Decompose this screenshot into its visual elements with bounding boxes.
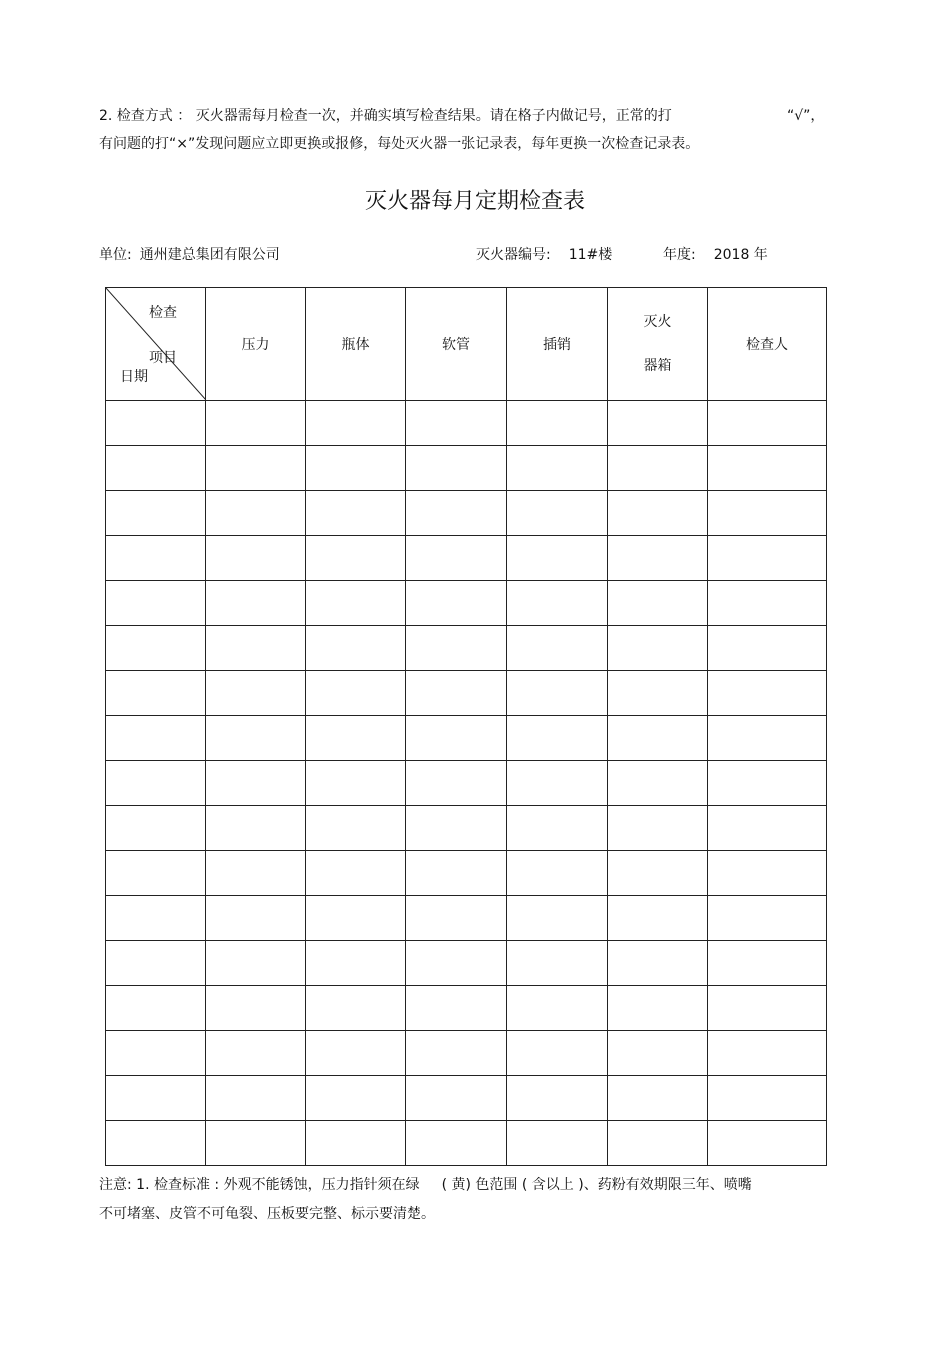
table-cell[interactable] xyxy=(608,1121,708,1166)
table-cell[interactable] xyxy=(306,761,406,806)
table-cell[interactable] xyxy=(406,851,507,896)
table-cell[interactable] xyxy=(206,446,306,491)
table-cell[interactable] xyxy=(306,491,406,536)
table-cell[interactable] xyxy=(608,896,708,941)
table-cell[interactable] xyxy=(708,491,827,536)
table-cell[interactable] xyxy=(206,626,306,671)
table-cell[interactable] xyxy=(306,1076,406,1121)
table-cell[interactable] xyxy=(507,446,608,491)
table-cell[interactable] xyxy=(708,671,827,716)
table-cell[interactable] xyxy=(106,491,206,536)
table-cell[interactable] xyxy=(306,1031,406,1076)
table-cell[interactable] xyxy=(708,626,827,671)
table-cell[interactable] xyxy=(406,1121,507,1166)
table-cell[interactable] xyxy=(106,671,206,716)
table-row xyxy=(106,581,827,626)
table-cell[interactable] xyxy=(206,1031,306,1076)
header-extinguisher-box xyxy=(608,288,708,401)
table-cell[interactable] xyxy=(306,806,406,851)
table-cell[interactable] xyxy=(306,941,406,986)
table-cell[interactable] xyxy=(206,581,306,626)
table-cell[interactable] xyxy=(608,986,708,1031)
table-cell[interactable] xyxy=(206,716,306,761)
table-cell[interactable] xyxy=(608,536,708,581)
table-cell[interactable] xyxy=(106,716,206,761)
table-row xyxy=(106,716,827,761)
extinguisher-number-label: 灭火器编号: xyxy=(476,247,551,263)
table-cell[interactable] xyxy=(406,716,507,761)
header-hose: 软管 xyxy=(406,288,507,401)
table-cell[interactable] xyxy=(507,491,608,536)
table-cell[interactable] xyxy=(206,1121,306,1166)
table-cell[interactable] xyxy=(206,986,306,1031)
table-cell[interactable] xyxy=(608,401,708,446)
table-cell[interactable] xyxy=(106,1121,206,1166)
table-cell[interactable] xyxy=(106,1031,206,1076)
table-cell[interactable] xyxy=(106,626,206,671)
table-cell[interactable] xyxy=(306,581,406,626)
table-row xyxy=(106,806,827,851)
table-cell[interactable] xyxy=(608,1076,708,1121)
table-cell[interactable] xyxy=(406,401,507,446)
inspection-table xyxy=(105,287,827,1166)
table-cell[interactable] xyxy=(708,1031,827,1076)
table-cell[interactable] xyxy=(708,941,827,986)
table-cell[interactable] xyxy=(507,851,608,896)
table-cell[interactable] xyxy=(708,896,827,941)
table-cell[interactable] xyxy=(306,626,406,671)
year-label: 年度: xyxy=(663,247,696,263)
table-cell[interactable] xyxy=(608,941,708,986)
table-cell[interactable] xyxy=(608,671,708,716)
table-cell[interactable] xyxy=(206,851,306,896)
table-cell[interactable] xyxy=(106,896,206,941)
table-cell[interactable] xyxy=(406,1076,507,1121)
table-cell[interactable] xyxy=(708,581,827,626)
note-line-2: 不可堵塞、皮管不可龟裂、压板要完整、标示要清楚。 xyxy=(99,1206,435,1222)
table-cell[interactable] xyxy=(306,1121,406,1166)
table-cell[interactable] xyxy=(406,536,507,581)
table-row xyxy=(106,896,827,941)
table-cell[interactable] xyxy=(306,536,406,581)
header-box-line-2: 器箱 xyxy=(643,358,672,374)
corner-date: 日期 xyxy=(120,369,148,385)
table-cell[interactable] xyxy=(708,536,827,581)
table-cell[interactable] xyxy=(608,761,708,806)
table-cell[interactable] xyxy=(106,446,206,491)
table-cell[interactable] xyxy=(507,761,608,806)
table-cell[interactable] xyxy=(507,1076,608,1121)
table-cell[interactable] xyxy=(708,986,827,1031)
table-cell[interactable] xyxy=(206,401,306,446)
note-text-1a: 注意: 1. 检查标准 : 外观不能锈蚀，压力指针须在绿 xyxy=(99,1177,420,1193)
unit-value: 通州建总集团有限公司 xyxy=(139,247,280,263)
table-cell[interactable] xyxy=(507,986,608,1031)
table-cell[interactable] xyxy=(406,491,507,536)
corner-header-cell xyxy=(106,288,206,401)
header-inspector: 检查人 xyxy=(708,288,827,401)
table-cell[interactable] xyxy=(608,581,708,626)
table-cell[interactable] xyxy=(507,401,608,446)
table-cell[interactable] xyxy=(306,851,406,896)
table-row xyxy=(106,941,827,986)
table-header-row xyxy=(106,288,827,401)
table-cell[interactable] xyxy=(507,1121,608,1166)
corner-item-top: 检查 xyxy=(149,305,177,321)
table-cell[interactable] xyxy=(507,671,608,716)
table-cell[interactable] xyxy=(206,671,306,716)
table-row xyxy=(106,671,827,716)
table-cell[interactable] xyxy=(406,581,507,626)
header-box-line-1: 灭火 xyxy=(643,314,672,330)
table-cell[interactable] xyxy=(106,806,206,851)
table-cell[interactable] xyxy=(406,1031,507,1076)
extinguisher-number-value: 11#楼 xyxy=(568,247,613,263)
year-field xyxy=(663,244,768,264)
table-cell[interactable] xyxy=(106,401,206,446)
table-cell[interactable] xyxy=(708,851,827,896)
extinguisher-number-field xyxy=(476,244,612,264)
table-cell[interactable] xyxy=(406,986,507,1031)
table-cell[interactable] xyxy=(406,626,507,671)
table-cell[interactable] xyxy=(206,1076,306,1121)
table-cell[interactable] xyxy=(507,581,608,626)
table-cell[interactable] xyxy=(708,1121,827,1166)
table-cell[interactable] xyxy=(608,626,708,671)
table-cell[interactable] xyxy=(507,806,608,851)
table-cell[interactable] xyxy=(507,626,608,671)
tick-mark-text: “√”， xyxy=(787,108,825,124)
table-cell[interactable] xyxy=(406,671,507,716)
table-cell[interactable] xyxy=(306,716,406,761)
instruction-line-2: 有问题的打“×”发现问题应立即更换或报修，每处灭火器一张记录表，每年更换一次检查记录表。 xyxy=(99,136,700,152)
table-row xyxy=(106,986,827,1031)
table-cell[interactable] xyxy=(608,446,708,491)
table-cell[interactable] xyxy=(206,806,306,851)
header-pin: 插销 xyxy=(507,288,608,401)
header-cylinder: 瓶体 xyxy=(306,288,406,401)
note-line-1 xyxy=(99,1175,752,1195)
table-cell[interactable] xyxy=(708,446,827,491)
table-cell[interactable] xyxy=(306,671,406,716)
table-cell[interactable] xyxy=(507,896,608,941)
table-cell[interactable] xyxy=(708,761,827,806)
table-cell[interactable] xyxy=(106,941,206,986)
table-cell[interactable] xyxy=(507,536,608,581)
table-row xyxy=(106,761,827,806)
table-cell[interactable] xyxy=(608,1031,708,1076)
table-cell[interactable] xyxy=(708,716,827,761)
table-row xyxy=(106,626,827,671)
table-cell[interactable] xyxy=(206,761,306,806)
table-row xyxy=(106,1076,827,1121)
page-title: 灭火器每月定期检查表 xyxy=(364,189,585,214)
table-cell[interactable] xyxy=(406,446,507,491)
unit-label: 单位: xyxy=(99,247,132,263)
table-cell[interactable] xyxy=(406,806,507,851)
table-cell[interactable] xyxy=(306,896,406,941)
corner-item-bottom: 项目 xyxy=(149,350,177,366)
table-cell[interactable] xyxy=(306,446,406,491)
table-cell[interactable] xyxy=(106,851,206,896)
table-row xyxy=(106,536,827,581)
table-cell[interactable] xyxy=(406,941,507,986)
table-cell[interactable] xyxy=(106,1076,206,1121)
table-cell[interactable] xyxy=(206,536,306,581)
table-cell[interactable] xyxy=(106,536,206,581)
table-cell[interactable] xyxy=(206,491,306,536)
table-row xyxy=(106,446,827,491)
table-cell[interactable] xyxy=(708,806,827,851)
table-cell[interactable] xyxy=(206,941,306,986)
table-cell[interactable] xyxy=(206,896,306,941)
table-cell[interactable] xyxy=(507,716,608,761)
table-cell[interactable] xyxy=(406,896,507,941)
unit-field xyxy=(99,244,280,264)
table-cell[interactable] xyxy=(708,401,827,446)
table-cell[interactable] xyxy=(608,806,708,851)
table-cell[interactable] xyxy=(708,1076,827,1121)
note-text-1b: ( 黄) 色范围 ( 含以上 )、药粉有效期限三年、喷嘴 xyxy=(441,1177,752,1193)
table-cell[interactable] xyxy=(106,581,206,626)
table-cell[interactable] xyxy=(608,716,708,761)
table-row xyxy=(106,401,827,446)
table-cell[interactable] xyxy=(306,986,406,1031)
table-cell[interactable] xyxy=(608,851,708,896)
table-row xyxy=(106,851,827,896)
table-row xyxy=(106,491,827,536)
table-row xyxy=(106,1121,827,1166)
table-cell[interactable] xyxy=(507,1031,608,1076)
header-pressure: 压力 xyxy=(206,288,306,401)
table-cell[interactable] xyxy=(507,941,608,986)
year-value: 2018 年 xyxy=(713,247,768,263)
instruction-line-1 xyxy=(99,106,825,126)
table-cell[interactable] xyxy=(106,986,206,1031)
table-cell[interactable] xyxy=(406,761,507,806)
instruction-text-1: 2. 检查方式 ： 灭火器需每月检查一次，并确实填写检查结果。请在格子内做记号，正常的打 xyxy=(99,108,672,124)
table-cell[interactable] xyxy=(106,761,206,806)
table-cell[interactable] xyxy=(608,491,708,536)
table-row xyxy=(106,1031,827,1076)
table-cell[interactable] xyxy=(306,401,406,446)
